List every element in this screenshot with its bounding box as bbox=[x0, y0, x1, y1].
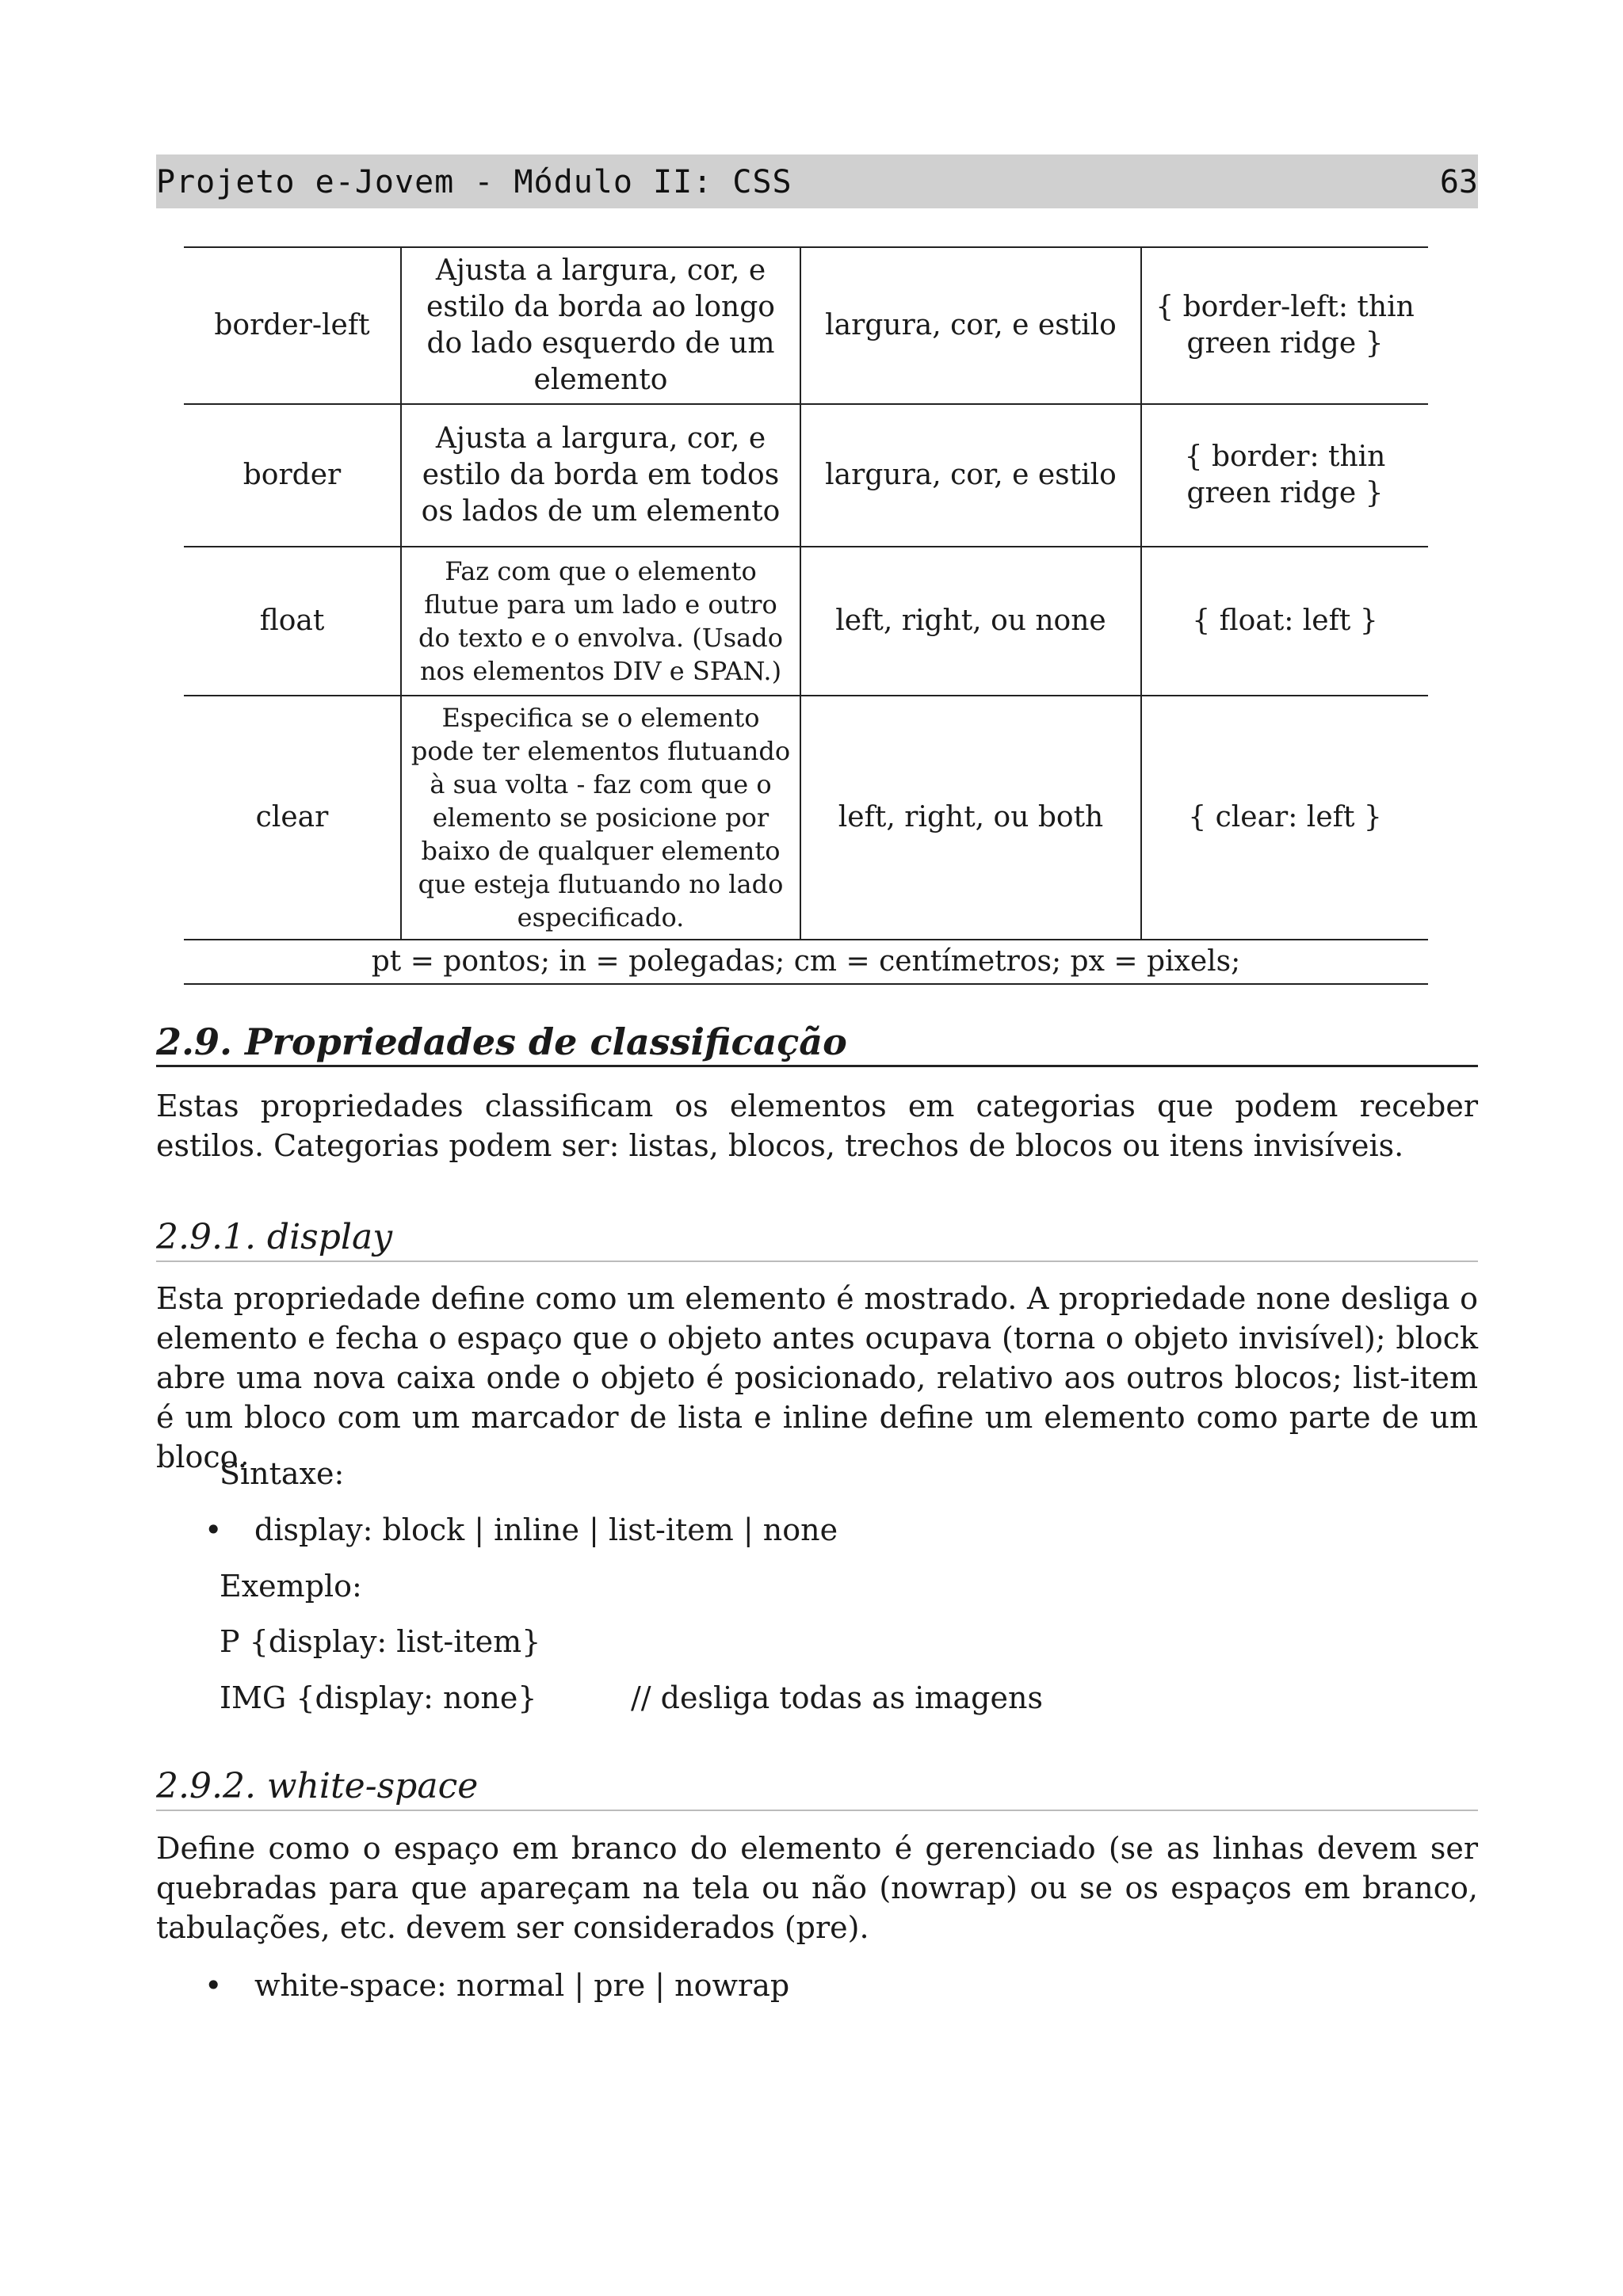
values-cell: left, right, ou none bbox=[800, 547, 1141, 696]
values-cell: largura, cor, e estilo bbox=[800, 404, 1141, 547]
description-cell: Ajusta a largura, cor, e estilo da borda em todos os lados de um elemento bbox=[401, 404, 800, 547]
section-2-9-paragraph: Estas propriedades classificam os elementos em categorias que podem receber estilos. Categorias podem ser: listas, blocos, trechos de blocos ou itens invisíveis. bbox=[156, 1089, 1478, 1163]
description-cell: Ajusta a largura, cor, e estilo da borda ao longo do lado esquerdo de um elemento bbox=[401, 247, 800, 404]
bullet-icon: • bbox=[204, 1968, 223, 2003]
property-cell: clear bbox=[184, 696, 401, 940]
example-cell: { float: left } bbox=[1141, 547, 1428, 696]
page-header bbox=[156, 154, 1478, 208]
header-title: Projeto e-Jovem - Módulo II: CSS bbox=[156, 164, 792, 200]
bullet-icon: • bbox=[204, 1512, 223, 1547]
section-2-9-2-paragraph: Define como o espaço em branco do elemento é gerenciado (se as linhas devem ser quebradas para que apareçam na tela ou não (nowrap) ou se os espaços em branco, tabulações, etc. devem ser considerados (pre). bbox=[156, 1831, 1478, 1945]
property-cell: border-left bbox=[184, 247, 401, 404]
syntax-label: Sintaxe: bbox=[220, 1456, 345, 1491]
values-cell: largura, cor, e estilo bbox=[800, 247, 1141, 404]
table-row bbox=[184, 247, 1428, 404]
property-cell: float bbox=[184, 547, 401, 696]
example-line-2-comment: // desliga todas as imagens bbox=[631, 1680, 1043, 1715]
table-footnote: pt = pontos; in = polegadas; cm = centímetros; px = pixels; bbox=[184, 940, 1428, 984]
values-cell: left, right, ou both bbox=[800, 696, 1141, 940]
section-2-9-1-paragraph: Esta propriedade define como um elemento é mostrado. A propriedade none desliga o elemento e fecha o espaço que o objeto antes ocupava (torna o objeto invisível); block abre uma nova caixa onde o objeto é posicionado, relativo aos outros blocos; list-item é um bloco com um marcador de lista e inline define um elemento como parte de um bloco. bbox=[156, 1281, 1478, 1474]
example-label: Exemplo: bbox=[220, 1569, 362, 1604]
section-heading-2-9-2: 2.9.2. white-space bbox=[156, 1766, 1478, 1811]
table-footnote-row bbox=[184, 940, 1428, 984]
table-row bbox=[184, 404, 1428, 547]
example-line-2: IMG {display: none} bbox=[220, 1680, 537, 1715]
white-space-syntax: white-space: normal | pre | nowrap bbox=[254, 1968, 790, 2003]
display-syntax: display: block | inline | list-item | none bbox=[254, 1512, 838, 1547]
example-cell: { clear: left } bbox=[1141, 696, 1428, 940]
page-number: 63 bbox=[1439, 164, 1478, 200]
property-cell: border bbox=[184, 404, 401, 547]
css-properties-table bbox=[184, 246, 1428, 985]
table-row bbox=[184, 696, 1428, 940]
example-cell: { border-left: thin green ridge } bbox=[1141, 247, 1428, 404]
example-line-1: P {display: list-item} bbox=[220, 1624, 541, 1659]
description-cell: Especifica se o elemento pode ter elementos flutuando à sua volta - faz com que o elemento se posicione por baixo de qualquer elemento que esteja flutuando no lado especificado. bbox=[401, 696, 800, 940]
section-heading-2-9-1: 2.9.1. display bbox=[156, 1217, 1478, 1262]
description-cell: Faz com que o elemento flutue para um lado e outro do texto e o envolva. (Usado nos elementos DIV e SPAN.) bbox=[401, 547, 800, 696]
section-heading-2-9: 2.9. Propriedades de classificação bbox=[156, 1020, 1478, 1067]
table-row bbox=[184, 547, 1428, 696]
example-cell: { border: thin green ridge } bbox=[1141, 404, 1428, 547]
